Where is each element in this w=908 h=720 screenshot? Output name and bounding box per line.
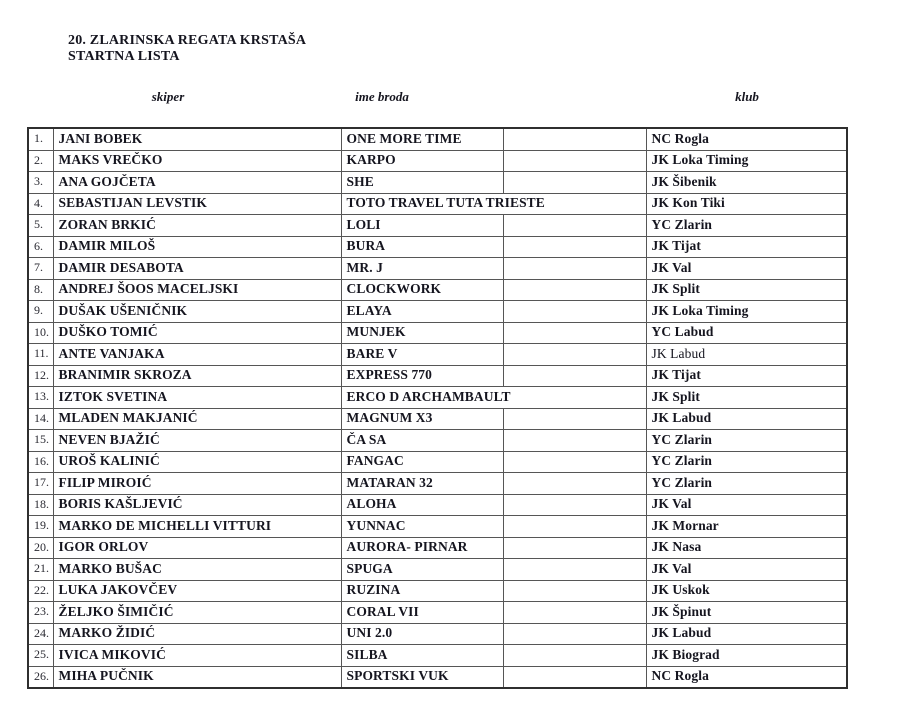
table-row <box>28 408 847 430</box>
spare-cell <box>503 128 646 150</box>
club-cell: JK Val <box>646 494 847 516</box>
skipper-cell: MARKO ŽIDIĆ <box>53 623 341 645</box>
boat-name-cell: LOLI <box>341 215 503 237</box>
skipper-cell: ANDREJ ŠOOS MACELJSKI <box>53 279 341 301</box>
club-cell: JK Kon Tiki <box>646 193 847 215</box>
club-cell: JK Špinut <box>646 602 847 624</box>
table-row <box>28 322 847 344</box>
table-row <box>28 602 847 624</box>
club-cell: NC Rogla <box>646 666 847 688</box>
spare-cell <box>503 537 646 559</box>
table-row <box>28 172 847 194</box>
table-row <box>28 430 847 452</box>
boat-name-cell: CLOCKWORK <box>341 279 503 301</box>
club-cell: JK Šibenik <box>646 172 847 194</box>
spare-cell <box>503 645 646 667</box>
boat-name-cell: RUZINA <box>341 580 503 602</box>
table-row <box>28 451 847 473</box>
row-number-cell: 6. <box>28 236 53 258</box>
spare-cell <box>503 322 646 344</box>
skipper-cell: ANTE VANJAKA <box>53 344 341 366</box>
table-row <box>28 344 847 366</box>
skipper-cell: SEBASTIJAN LEVSTIK <box>53 193 341 215</box>
club-cell: JK Tijat <box>646 365 847 387</box>
club-cell: JK Uskok <box>646 580 847 602</box>
row-number-cell: 16. <box>28 451 53 473</box>
skipper-cell: LUKA JAKOVČEV <box>53 580 341 602</box>
skipper-cell: BRANIMIR SKROZA <box>53 365 341 387</box>
spare-cell <box>503 494 646 516</box>
club-cell: JK Val <box>646 258 847 280</box>
boat-name-cell: UNI 2.0 <box>341 623 503 645</box>
row-number-cell: 4. <box>28 193 53 215</box>
table-row <box>28 150 847 172</box>
skipper-cell: IGOR ORLOV <box>53 537 341 559</box>
skipper-cell: ANA GOJČETA <box>53 172 341 194</box>
row-number-cell: 19. <box>28 516 53 538</box>
table-row <box>28 279 847 301</box>
table-row <box>28 623 847 645</box>
row-number-cell: 1. <box>28 128 53 150</box>
spare-cell <box>503 666 646 688</box>
skipper-cell: ŽELJKO ŠIMIČIĆ <box>53 602 341 624</box>
skipper-cell: NEVEN BJAŽIĆ <box>53 430 341 452</box>
row-number-cell: 26. <box>28 666 53 688</box>
boat-name-cell: SILBA <box>341 645 503 667</box>
boat-name-cell: MAGNUM X3 <box>341 408 503 430</box>
row-number-cell: 5. <box>28 215 53 237</box>
row-number-cell: 10. <box>28 322 53 344</box>
skipper-cell: MARKO DE MICHELLI VITTURI <box>53 516 341 538</box>
table-row <box>28 559 847 581</box>
row-number-cell: 24. <box>28 623 53 645</box>
table-row <box>28 365 847 387</box>
club-cell: JK Labud <box>646 408 847 430</box>
row-number-cell: 9. <box>28 301 53 323</box>
skipper-cell: MARKO BUŠAC <box>53 559 341 581</box>
club-cell: YC Zlarin <box>646 430 847 452</box>
table-row <box>28 236 847 258</box>
club-cell: JK Split <box>646 279 847 301</box>
skipper-cell: FILIP MIROIĆ <box>53 473 341 495</box>
club-cell: YC Zlarin <box>646 473 847 495</box>
spare-cell <box>503 365 646 387</box>
spare-cell <box>503 279 646 301</box>
club-cell: JK Labud <box>646 344 847 366</box>
skipper-cell: MAKS VREČKO <box>53 150 341 172</box>
title-line-2: STARTNA LISTA <box>68 49 180 64</box>
spare-cell <box>503 258 646 280</box>
skipper-cell: DUŠKO TOMIĆ <box>53 322 341 344</box>
spare-cell <box>503 301 646 323</box>
skipper-cell: DAMIR MILOŠ <box>53 236 341 258</box>
club-cell: JK Split <box>646 387 847 409</box>
skipper-cell: MIHA PUČNIK <box>53 666 341 688</box>
start-list-body <box>28 128 847 688</box>
spare-cell <box>503 602 646 624</box>
boat-name-cell: BARE V <box>341 344 503 366</box>
row-number-cell: 3. <box>28 172 53 194</box>
skipper-cell: DUŠAK UŠENIČNIK <box>53 301 341 323</box>
spare-cell <box>503 559 646 581</box>
title-line-1: 20. ZLARINSKA REGATA KRSTAŠA <box>68 33 307 48</box>
boat-name-cell: CORAL VII <box>341 602 503 624</box>
table-row <box>28 537 847 559</box>
skipper-cell: BORIS KAŠLJEVIĆ <box>53 494 341 516</box>
start-list-table <box>27 127 848 689</box>
boat-name-cell: ČA SA <box>341 430 503 452</box>
row-number-cell: 8. <box>28 279 53 301</box>
table-row <box>28 215 847 237</box>
boat-name-cell: MUNJEK <box>341 322 503 344</box>
boat-name-cell: ERCO D ARCHAMBAULT <box>341 387 646 409</box>
spare-cell <box>503 580 646 602</box>
row-number-cell: 18. <box>28 494 53 516</box>
club-cell: JK Tijat <box>646 236 847 258</box>
table-row <box>28 494 847 516</box>
boat-name-cell: BURA <box>341 236 503 258</box>
club-cell: JK Loka Timing <box>646 301 847 323</box>
row-number-cell: 12. <box>28 365 53 387</box>
spare-cell <box>503 172 646 194</box>
boat-name-cell: SPUGA <box>341 559 503 581</box>
table-row <box>28 666 847 688</box>
club-cell: JK Biograd <box>646 645 847 667</box>
row-number-cell: 22. <box>28 580 53 602</box>
boat-name-cell: EXPRESS 770 <box>341 365 503 387</box>
skipper-cell: IZTOK SVETINA <box>53 387 341 409</box>
club-cell: YC Zlarin <box>646 451 847 473</box>
boat-name-cell: ALOHA <box>341 494 503 516</box>
boat-name-cell: ELAYA <box>341 301 503 323</box>
club-cell: JK Labud <box>646 623 847 645</box>
table-row <box>28 473 847 495</box>
spare-cell <box>503 408 646 430</box>
table-row <box>28 193 847 215</box>
skipper-cell: DAMIR DESABOTA <box>53 258 341 280</box>
boat-name-cell: MR. J <box>341 258 503 280</box>
skipper-cell: MLADEN MAKJANIĆ <box>53 408 341 430</box>
spare-cell <box>503 344 646 366</box>
column-header-club: klub <box>735 89 759 104</box>
row-number-cell: 11. <box>28 344 53 366</box>
spare-cell <box>503 215 646 237</box>
spare-cell <box>503 236 646 258</box>
row-number-cell: 7. <box>28 258 53 280</box>
spare-cell <box>503 473 646 495</box>
club-cell: JK Mornar <box>646 516 847 538</box>
table-row <box>28 580 847 602</box>
table-row <box>28 387 847 409</box>
boat-name-cell: ONE MORE TIME <box>341 128 503 150</box>
skipper-cell: IVICA MIKOVIĆ <box>53 645 341 667</box>
row-number-cell: 20. <box>28 537 53 559</box>
row-number-cell: 15. <box>28 430 53 452</box>
boat-name-cell: KARPO <box>341 150 503 172</box>
skipper-cell: UROŠ KALINIĆ <box>53 451 341 473</box>
club-cell: NC Rogla <box>646 128 847 150</box>
row-number-cell: 13. <box>28 387 53 409</box>
boat-name-cell: SPORTSKI VUK <box>341 666 503 688</box>
boat-name-cell: AURORA- PIRNAR <box>341 537 503 559</box>
spare-cell <box>503 430 646 452</box>
row-number-cell: 21. <box>28 559 53 581</box>
boat-name-cell: YUNNAC <box>341 516 503 538</box>
club-cell: YC Zlarin <box>646 215 847 237</box>
skipper-cell: JANI BOBEK <box>53 128 341 150</box>
table-row <box>28 516 847 538</box>
row-number-cell: 25. <box>28 645 53 667</box>
table-row <box>28 258 847 280</box>
boat-name-cell: TOTO TRAVEL TUTA TRIESTE <box>341 193 646 215</box>
club-cell: JK Nasa <box>646 537 847 559</box>
column-header-boat: ime broda <box>355 89 409 104</box>
spare-cell <box>503 451 646 473</box>
row-number-cell: 2. <box>28 150 53 172</box>
table-row <box>28 645 847 667</box>
club-cell: JK Val <box>646 559 847 581</box>
row-number-cell: 23. <box>28 602 53 624</box>
column-header-skipper: skiper <box>151 89 185 104</box>
table-row <box>28 128 847 150</box>
document-title <box>68 33 306 65</box>
club-cell: JK Loka Timing <box>646 150 847 172</box>
skipper-cell: ZORAN BRKIĆ <box>53 215 341 237</box>
table-row <box>28 301 847 323</box>
spare-cell <box>503 623 646 645</box>
spare-cell <box>503 150 646 172</box>
row-number-cell: 14. <box>28 408 53 430</box>
club-cell: YC Labud <box>646 322 847 344</box>
boat-name-cell: MATARAN 32 <box>341 473 503 495</box>
spare-cell <box>503 516 646 538</box>
boat-name-cell: SHE <box>341 172 503 194</box>
boat-name-cell: FANGAC <box>341 451 503 473</box>
row-number-cell: 17. <box>28 473 53 495</box>
